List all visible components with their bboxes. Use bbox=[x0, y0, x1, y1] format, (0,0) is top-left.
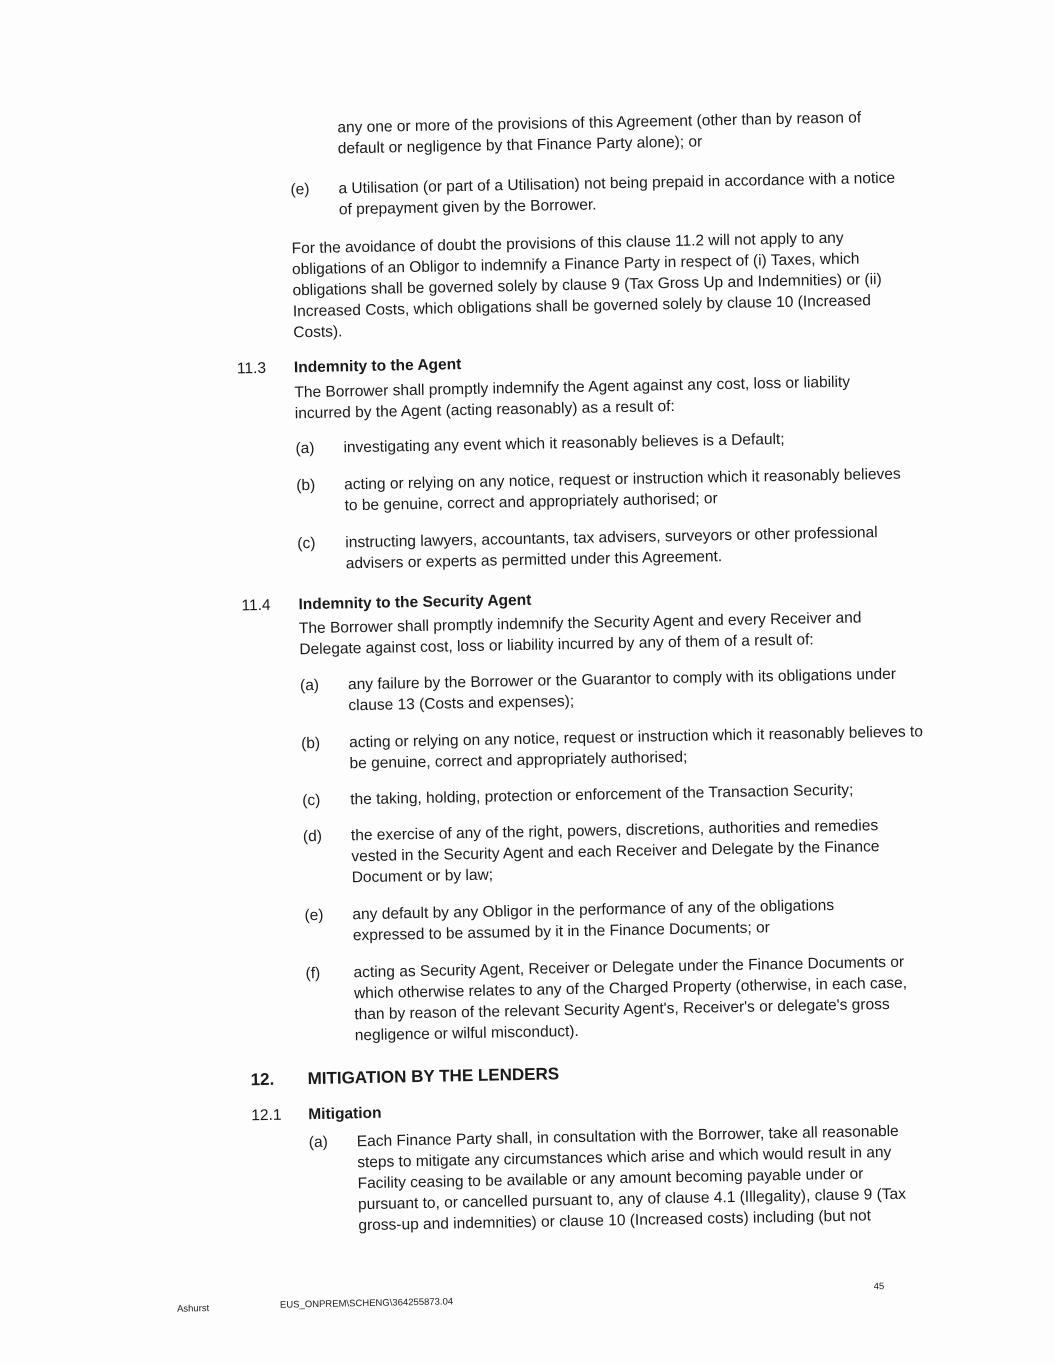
item-text: the exercise of any of the right, powers, discretions, authorities and remedies vested in the Security Agent and each Receiver and Delegate by the Finance Document or by law; bbox=[350, 817, 880, 887]
item-label: (f) bbox=[305, 964, 321, 983]
item-label: (b) bbox=[296, 476, 316, 495]
item-text: investigating any event which it reasonably believes is a Default; bbox=[343, 430, 785, 457]
item-label: (e) bbox=[290, 180, 310, 199]
item-label: (c) bbox=[297, 534, 316, 553]
item-text: any default by any Obligor in the performance of any of the obligations expressed to be assumed by it in the Finance Documents; or bbox=[352, 897, 835, 945]
clause-number: 12.1 bbox=[251, 1106, 282, 1125]
footer-firm: Ashurst bbox=[176, 1303, 210, 1315]
page-number: 45 bbox=[873, 1281, 885, 1293]
item-label: (c) bbox=[302, 791, 321, 810]
clause-heading: Indemnity to the Agent bbox=[293, 356, 462, 377]
item-text: instructing lawyers, accountants, tax advisers, surveyors or other professional advisers or experts as permitted under this Agreement. bbox=[345, 524, 878, 573]
clause-number: 11.4 bbox=[241, 596, 271, 615]
item-label: (a) bbox=[308, 1133, 328, 1152]
item-text: the taking, holding, protection or enforcement of the Transaction Security; bbox=[350, 781, 854, 809]
section-number: 12. bbox=[250, 1069, 275, 1090]
section-heading: MITIGATION BY THE LENDERS bbox=[307, 1064, 560, 1089]
item-label: (a) bbox=[299, 676, 320, 695]
clause-heading: Indemnity to the Security Agent bbox=[298, 591, 532, 614]
clause-heading: Mitigation bbox=[308, 1104, 382, 1124]
item-text: a Utilisation (or part of a Utilisation) not being prepaid in accordance with a notice of prepayment given by the Borrower. bbox=[338, 169, 896, 219]
item-label: (d) bbox=[302, 827, 323, 846]
item-label: (b) bbox=[301, 734, 321, 753]
clause-intro: The Borrower shall promptly indemnify the Security Agent and every Receiver and Delegate against cost, loss or liability incurred by any of them of a result of: bbox=[298, 609, 862, 659]
item-label: (a) bbox=[295, 439, 315, 458]
item-label: (e) bbox=[304, 906, 324, 925]
continued-paragraph: any one or more of the provisions of this Agreement (other than by reason of default or negligence by that Finance Party alone); or bbox=[337, 109, 862, 158]
item-text: any failure by the Borrower or the Guarantor to comply with its obligations under clause 13 (Costs and expenses); bbox=[347, 665, 897, 715]
avoidance-paragraph: For the avoidance of doubt the provisions of this clause 11.2 will not apply to any obligations of an Obligor to indemnify a Finance Party in respect of (i) Taxes, which obligations shall be governed solely by clause 9 (Tax Gross Up and Indemnities) or (ii) Increased Costs, which obligations shall be governed solely by clause 10 (Increased Costs). bbox=[291, 229, 882, 342]
item-text: acting or relying on any notice, request or instruction which it reasonably believes to be genuine, correct and appropriately authorised; or bbox=[344, 465, 901, 515]
item-text: Each Finance Party shall, in consultation with the Borrower, take all reasonable steps to mitigate any circumstances which arise and which would result in any Facility ceasing to be available or any amount becoming payable under or pursuant to, or cancelled pursuant to, any of clause 4.1 (Illegality), clause 9 (Tax gross-up and indemnities) or clause 10 (Increased costs) including (but not bbox=[356, 1122, 907, 1235]
footer-doc-ref: EUS_ONPREM\SCHENG\364255873.04 bbox=[279, 1296, 454, 1311]
item-text: acting as Security Agent, Receiver or Delegate under the Finance Documents or which otherwise relates to any of the Charged Property (otherwise, in each case, than by reason of the relevant Security Agent's, Receiver's or delegate's gross negligence or wilful misconduct). bbox=[353, 953, 908, 1045]
clause-number: 11.3 bbox=[236, 359, 267, 378]
clause-intro: The Borrower shall promptly indemnify the Agent against any cost, loss or liability incurred by the Agent (acting reasonably) as a result of: bbox=[294, 373, 851, 423]
item-text: acting or relying on any notice, request or instruction which it reasonably believes to be genuine, correct and appropriately authorised; bbox=[349, 723, 924, 773]
